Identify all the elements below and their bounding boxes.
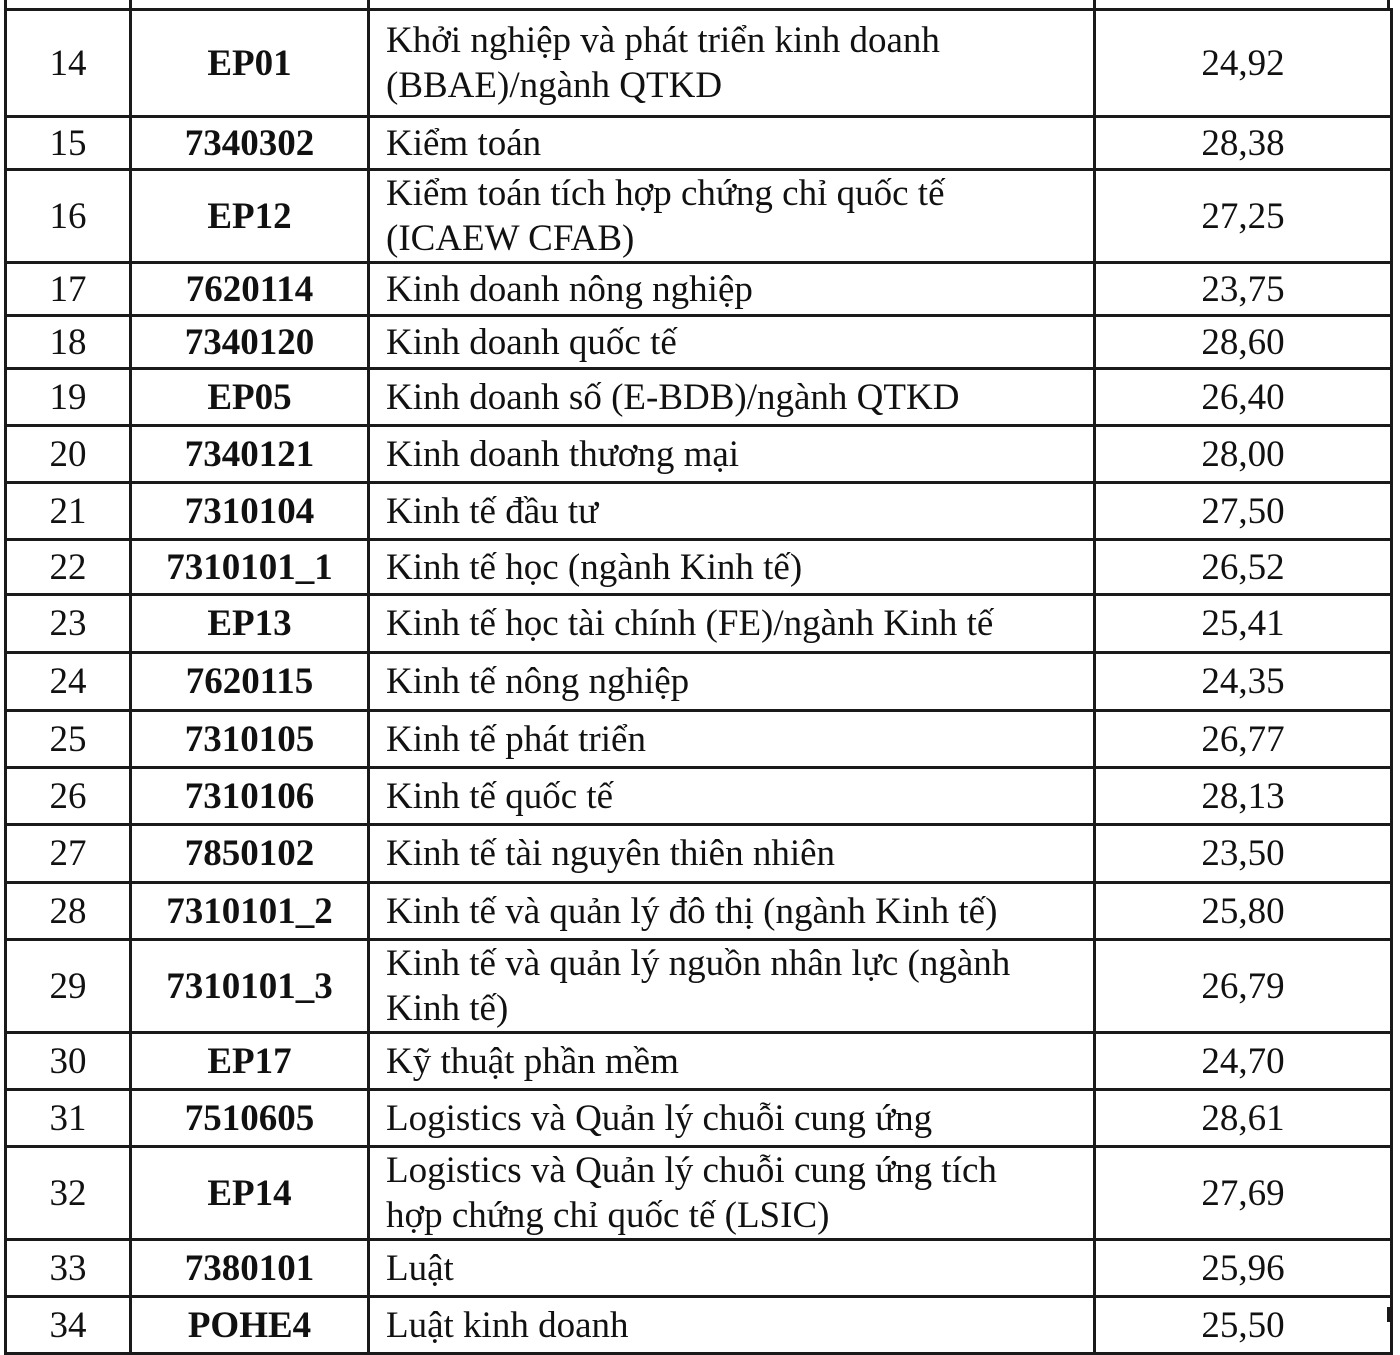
program-code-cell: 7620114 (131, 263, 369, 316)
program-name-line: (BBAE)/ngành QTKD (386, 65, 723, 106)
table-border (1387, 0, 1390, 8)
score-cell: 25,80 (1095, 883, 1392, 940)
score-cell: 24,70 (1095, 1033, 1392, 1090)
program-name-cell (369, 483, 1095, 540)
table-body (6, 10, 1392, 1354)
program-name-line: Kinh tế tài nguyên thiên nhiên (386, 833, 836, 874)
program-code-cell: EP01 (131, 10, 369, 117)
program-name-cell (369, 1147, 1095, 1240)
program-code-cell: 7380101 (131, 1240, 369, 1297)
table-row (6, 1033, 1392, 1090)
table-row (6, 595, 1392, 653)
program-name-cell (369, 1033, 1095, 1090)
row-number-cell: 17 (6, 263, 131, 316)
score-cell: 26,79 (1095, 940, 1392, 1033)
table-row (6, 170, 1392, 263)
table-row (6, 1147, 1392, 1240)
program-name-cell (369, 940, 1095, 1033)
table-row (6, 1297, 1392, 1354)
row-number-cell: 26 (6, 768, 131, 825)
program-name-cell (369, 1297, 1095, 1354)
table-row (6, 1090, 1392, 1147)
program-name-line: Kinh tế đầu tư (386, 490, 599, 532)
program-name-line: Luật kinh doanh (386, 1304, 629, 1346)
table-row (6, 940, 1392, 1033)
program-name-line: Kinh tế và quản lý nguồn nhân lực (ngành (386, 943, 1011, 984)
program-code-cell: 7340120 (131, 316, 369, 369)
program-name-line: Kinh doanh quốc tế (386, 321, 677, 363)
program-name-cell (369, 170, 1095, 263)
row-number-cell: 28 (6, 883, 131, 940)
table-row (6, 263, 1392, 316)
program-name-cell (369, 1090, 1095, 1147)
table-row (6, 540, 1392, 595)
table-border (1387, 1307, 1390, 1322)
score-cell: 28,13 (1095, 768, 1392, 825)
table-row (6, 768, 1392, 825)
program-code-cell: 7340302 (131, 117, 369, 170)
table-row (6, 1240, 1392, 1297)
score-cell: 28,00 (1095, 426, 1392, 483)
row-number-cell: 33 (6, 1240, 131, 1297)
program-name-cell (369, 883, 1095, 940)
table-border (129, 1307, 132, 1322)
row-number-cell: 25 (6, 711, 131, 768)
program-name-cell (369, 263, 1095, 316)
program-name-line: Logistics và Quản lý chuỗi cung ứng tích (386, 1150, 997, 1191)
program-code-cell: EP13 (131, 595, 369, 653)
row-number-cell: 22 (6, 540, 131, 595)
row-number-cell: 30 (6, 1033, 131, 1090)
program-name-line: Kinh tế học (ngành Kinh tế) (386, 546, 803, 588)
row-number-cell: 31 (6, 1090, 131, 1147)
score-cell: 25,50 (1095, 1297, 1392, 1354)
program-name-cell (369, 117, 1095, 170)
program-code-cell: 7310105 (131, 711, 369, 768)
table-row (6, 369, 1392, 426)
table-bottom-edge (4, 1307, 1390, 1322)
program-name-cell (369, 711, 1095, 768)
program-name-line: Kinh tế học tài chính (FE)/ngành Kinh tế (386, 603, 994, 644)
program-name-line: hợp chứng chỉ quốc tế (LSIC) (386, 1195, 830, 1236)
program-code-cell: POHE4 (131, 1297, 369, 1354)
table-border (1093, 0, 1096, 8)
row-number-cell: 23 (6, 595, 131, 653)
table-row (6, 316, 1392, 369)
program-name-line: Luật (386, 1247, 454, 1289)
table-row (6, 10, 1392, 117)
program-name-line: Logistics và Quản lý chuỗi cung ứng (386, 1097, 933, 1139)
row-number-cell: 20 (6, 426, 131, 483)
score-cell: 28,38 (1095, 117, 1392, 170)
score-cell: 24,35 (1095, 653, 1392, 711)
score-cell: 26,40 (1095, 369, 1392, 426)
admission-scores-table (4, 8, 1393, 1355)
program-name-line: Kinh tế và quản lý đô thị (ngành Kinh tế) (386, 890, 998, 932)
score-cell: 28,61 (1095, 1090, 1392, 1147)
program-name-line: (ICAEW CFAB) (386, 218, 635, 259)
score-cell: 27,69 (1095, 1147, 1392, 1240)
row-number-cell: 32 (6, 1147, 131, 1240)
table-row (6, 711, 1392, 768)
program-code-cell: 7310101_1 (131, 540, 369, 595)
program-name-cell (369, 653, 1095, 711)
program-code-cell: 7850102 (131, 825, 369, 883)
score-cell: 24,92 (1095, 10, 1392, 117)
table-border (1093, 1307, 1096, 1322)
table-border (367, 0, 370, 8)
program-name-cell (369, 595, 1095, 653)
program-code-cell: EP17 (131, 1033, 369, 1090)
program-name-line: Kinh tế nông nghiệp (386, 661, 690, 702)
table-row (6, 117, 1392, 170)
row-number-cell: 15 (6, 117, 131, 170)
program-code-cell: 7310101_2 (131, 883, 369, 940)
program-code-cell: 7510605 (131, 1090, 369, 1147)
program-name-line: Kinh tế quốc tế (386, 775, 614, 817)
table-row (6, 426, 1392, 483)
program-name-cell (369, 825, 1095, 883)
program-name-cell (369, 1240, 1095, 1297)
program-name-line: Kỹ thuật phần mềm (386, 1040, 679, 1082)
table-border (4, 0, 7, 8)
program-code-cell: EP12 (131, 170, 369, 263)
table-border (4, 1307, 7, 1322)
row-number-cell: 29 (6, 940, 131, 1033)
row-number-cell: 18 (6, 316, 131, 369)
program-name-line: Khởi nghiệp và phát triển kinh doanh (386, 20, 940, 61)
row-number-cell: 16 (6, 170, 131, 263)
program-name-line: Kinh tế phát triển (386, 718, 646, 760)
row-number-cell: 27 (6, 825, 131, 883)
program-name-line: Kinh tế) (386, 988, 509, 1029)
table-row (6, 825, 1392, 883)
program-code-cell: EP05 (131, 369, 369, 426)
table-row (6, 883, 1392, 940)
table-row (6, 483, 1392, 540)
table-border (367, 1307, 370, 1322)
program-name-line: Kiểm toán (386, 122, 542, 164)
score-cell: 27,25 (1095, 170, 1392, 263)
table-top-edge (4, 0, 1390, 8)
program-name-cell (369, 426, 1095, 483)
score-cell: 25,41 (1095, 595, 1392, 653)
table-row (6, 653, 1392, 711)
table-border (129, 0, 132, 8)
program-code-cell: 7340121 (131, 426, 369, 483)
score-cell: 25,96 (1095, 1240, 1392, 1297)
score-cell: 26,77 (1095, 711, 1392, 768)
program-name-line: Kinh doanh thương mại (386, 433, 740, 475)
score-cell: 27,50 (1095, 483, 1392, 540)
row-number-cell: 34 (6, 1297, 131, 1354)
program-code-cell: EP14 (131, 1147, 369, 1240)
program-code-cell: 7310101_3 (131, 940, 369, 1033)
row-number-cell: 24 (6, 653, 131, 711)
program-name-cell (369, 768, 1095, 825)
program-name-cell (369, 369, 1095, 426)
program-name-cell (369, 540, 1095, 595)
row-number-cell: 19 (6, 369, 131, 426)
program-name-cell (369, 316, 1095, 369)
row-number-cell: 21 (6, 483, 131, 540)
program-code-cell: 7310104 (131, 483, 369, 540)
program-code-cell: 7310106 (131, 768, 369, 825)
program-name-cell (369, 10, 1095, 117)
row-number-cell: 14 (6, 10, 131, 117)
score-cell: 26,52 (1095, 540, 1392, 595)
program-name-line: Kiểm toán tích hợp chứng chỉ quốc tế (386, 173, 945, 214)
score-cell: 28,60 (1095, 316, 1392, 369)
program-name-line: Kinh doanh nông nghiệp (386, 268, 753, 310)
score-cell: 23,50 (1095, 825, 1392, 883)
program-name-line: Kinh doanh số (E-BDB)/ngành QTKD (386, 376, 960, 418)
program-code-cell: 7620115 (131, 653, 369, 711)
score-cell: 23,75 (1095, 263, 1392, 316)
